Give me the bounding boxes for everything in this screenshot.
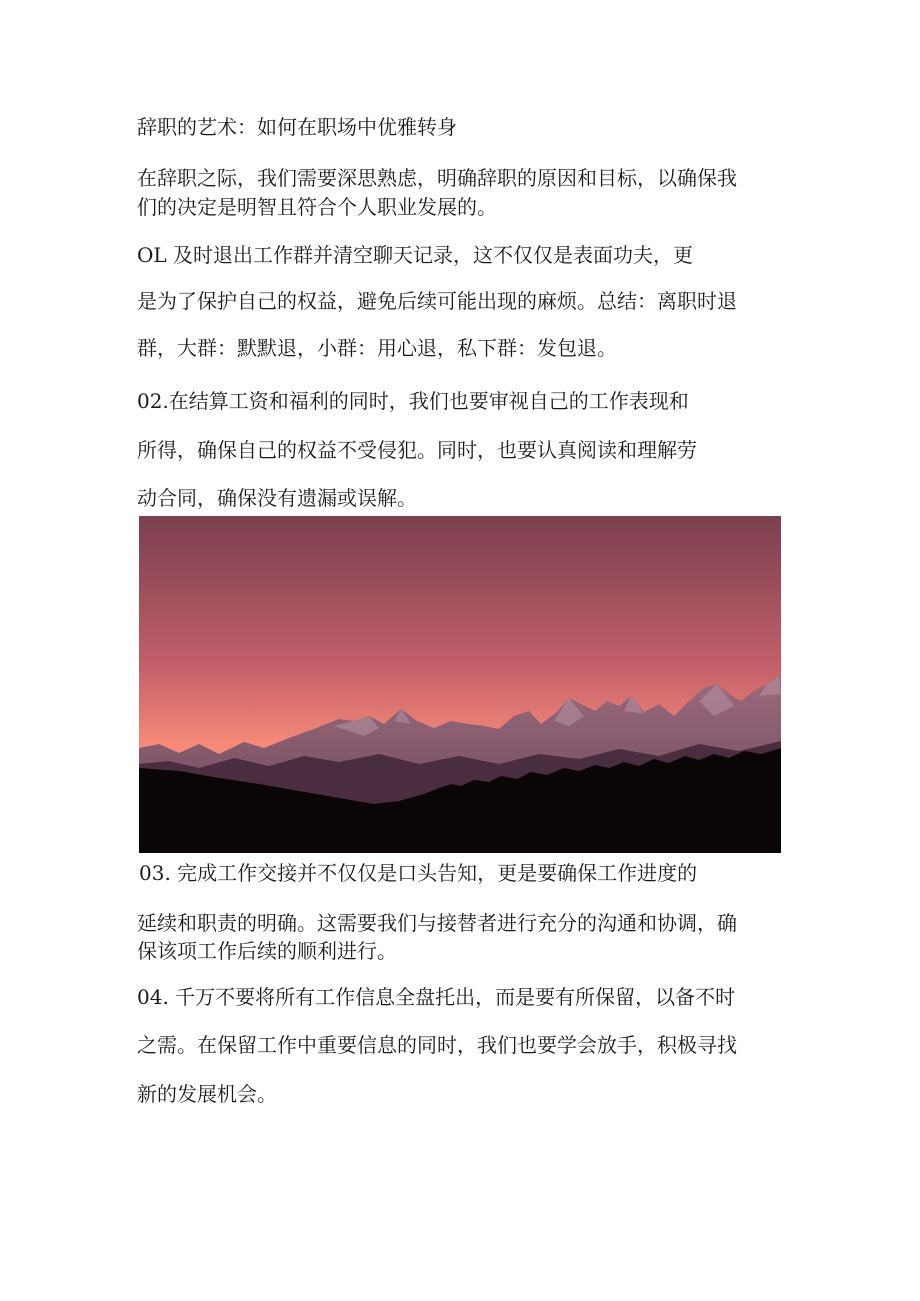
paragraph-2-line-3: 群，大群：默默退，小群：用心退，私下群：发包退。	[137, 336, 617, 360]
paragraph-3-line-3: 动合同，确保没有遗漏或误解。	[137, 486, 417, 510]
paragraph-5-line-1: 延续和职责的明确。这需要我们与接替者进行充分的沟通和协调，确	[137, 911, 737, 935]
paragraph-3-line-2: 所得，确保自己的权益不受侵犯。同时，也要认真阅读和理解劳	[137, 438, 697, 462]
mountain-sunset-photo	[139, 516, 781, 853]
paragraph-6-line-2: 之需。在保留工作中重要信息的同时，我们也要学会放手，积极寻找	[137, 1033, 737, 1057]
paragraph-3-line-1: 02.在结算工资和福利的同时，我们也要审视自己的工作表现和	[137, 389, 689, 413]
document-title: 辞职的艺术：如何在职场中优雅转身	[137, 115, 457, 139]
paragraph-1-line-1: 在辞职之际，我们需要深思熟虑，明确辞职的原因和目标，以确保我	[137, 166, 737, 190]
paragraph-6-line-1: 04. 千万不要将所有工作信息全盘托出，而是要有所保留，以备不时	[137, 985, 736, 1009]
paragraph-2-line-1: OL 及时退出工作群并清空聊天记录，这不仅仅是表面功夫，更	[137, 243, 694, 267]
paragraph-2-line-2: 是为了保护自己的权益，避免后续可能出现的麻烦。总结：离职时退	[137, 289, 737, 313]
paragraph-5-line-2: 保该项工作后续的顺利进行。	[137, 939, 397, 963]
paragraph-1-line-2: 们的决定是明智且符合个人职业发展的。	[137, 195, 497, 219]
paragraph-6-line-3: 新的发展机会。	[137, 1082, 277, 1106]
paragraph-4-line-1: 03. 完成工作交接并不仅仅是口头告知，更是要确保工作进度的	[139, 861, 698, 885]
